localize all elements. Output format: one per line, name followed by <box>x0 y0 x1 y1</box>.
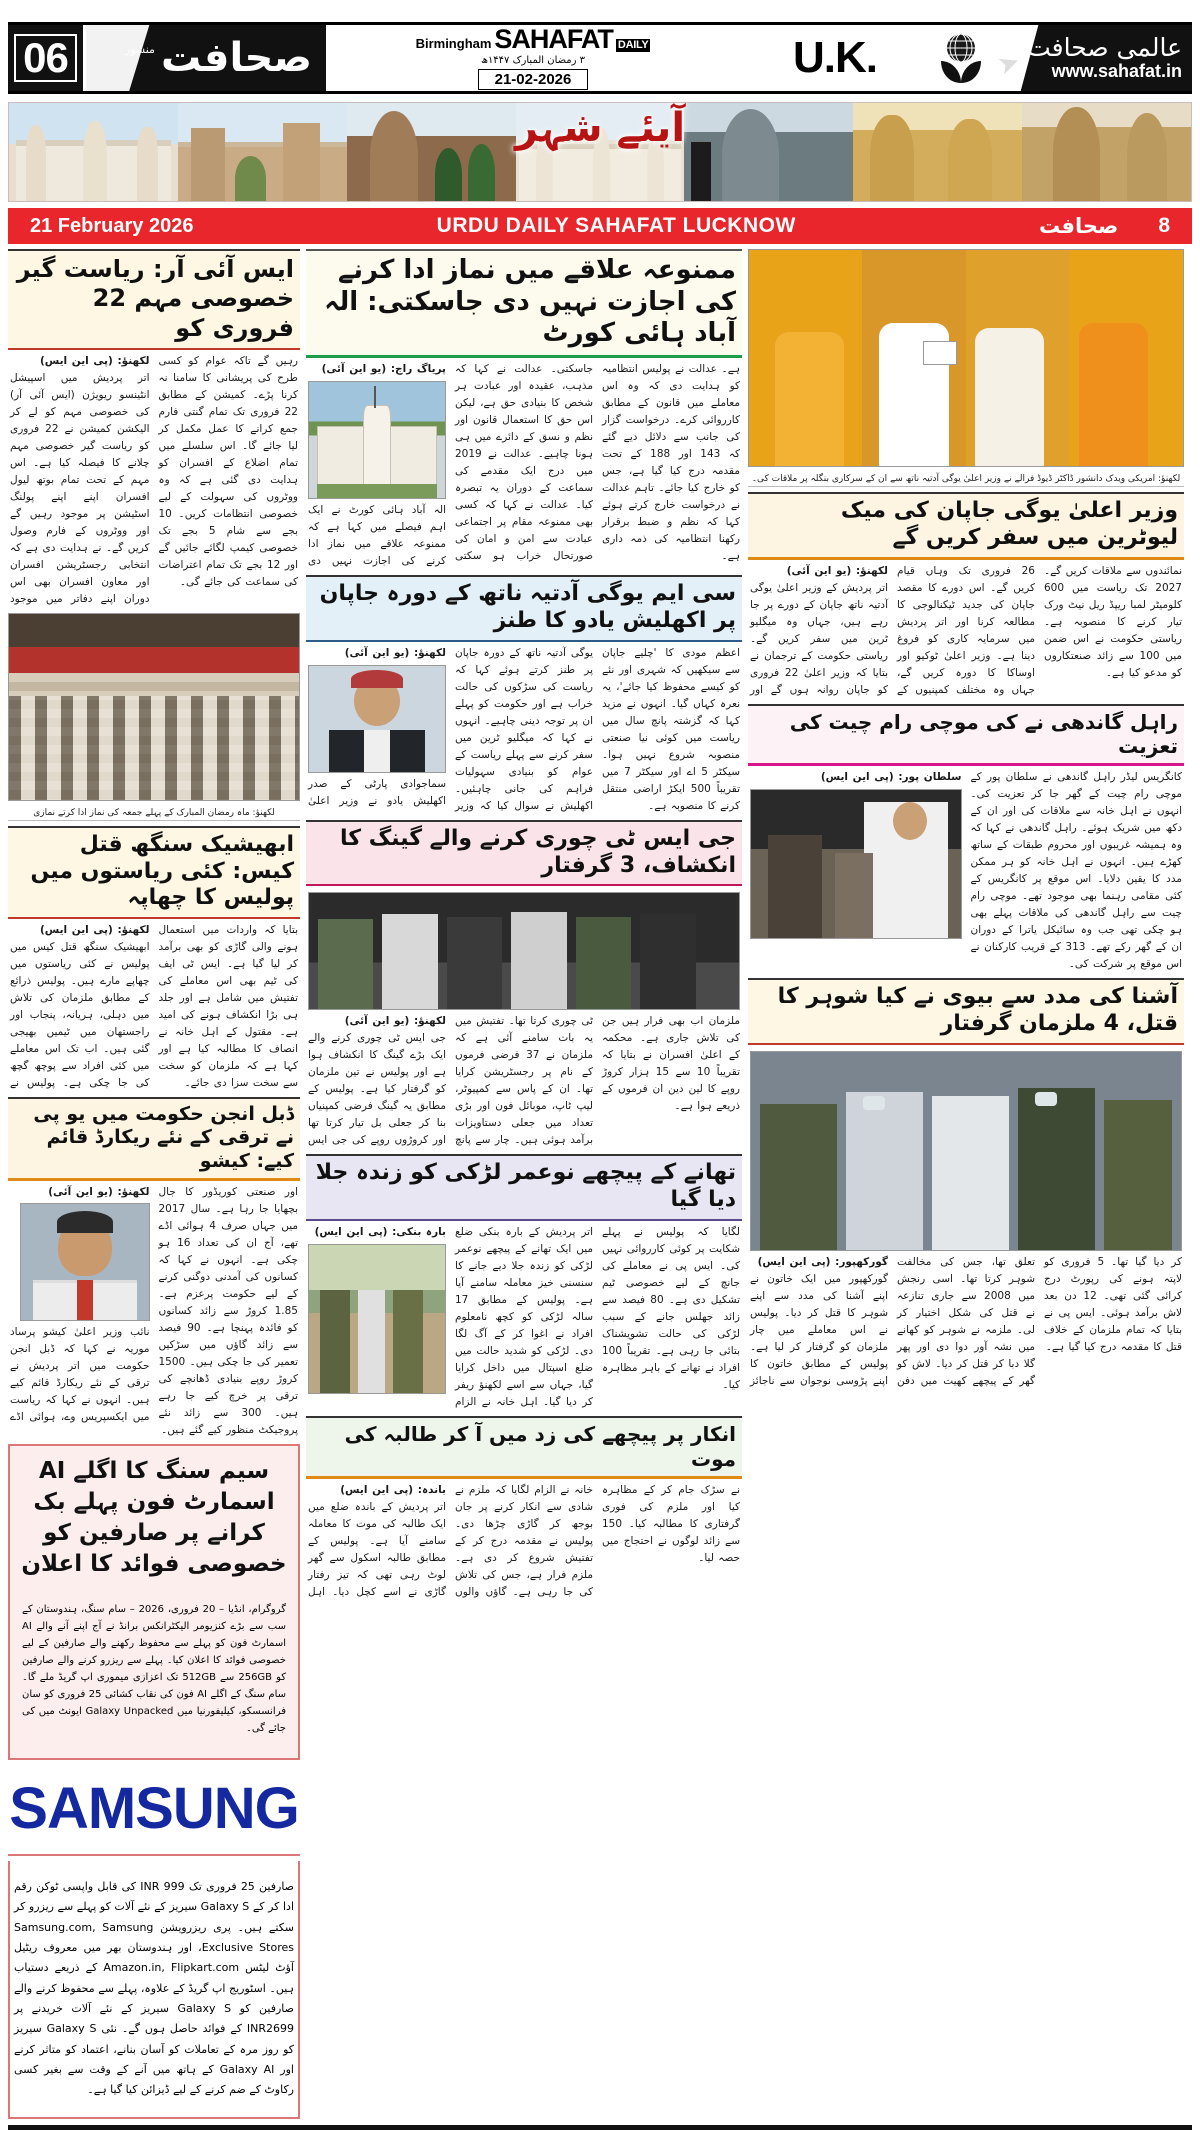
headline-sir-campaign[interactable]: ایس آئی آر: ریاست گیر خصوصی مہم 22 فروری کو <box>8 249 300 350</box>
edition-city: Birmingham <box>415 36 492 51</box>
bodytext-abhishek-singh: ابھیشیک سنگھ قتل کیس میں پولیس نے کئی ریاستوں میں چھاپے مارے ہیں۔ پولیس ذرائع کے مطابق ملزمان کی تلاش میں دہلی، ہریانہ، پنجاب اور راجستھان میں ٹیمیں بھیجی گئی ہیں۔ اب تک اس معاملے میں کئی افراد سے پوچھ گچھ کی جا چکی ہے۔ پولیس نے بتایا کہ واردات میں استعمال ہونے والی گاڑی کو بھی برآمد کر لیا گیا ہے۔ ایس ٹی ایف کی ٹیم بھی اس معاملے کی تفتیش میں شامل ہے اور جلد ہی بڑا انکشاف ہونے کی امید ہے۔ مقتول کے اہل خانہ نے انصاف کا مطالبہ کیا ہے اور کہا ہے کہ ملزمان کو سخت سے سخت سزا دی جائے۔ <box>10 924 298 1090</box>
dateline-husband-murder: گورکھپور: (پی این ایس) <box>757 1256 888 1269</box>
bodytext-yogi-japan: اتر پردیش کے وزیر اعلیٰ یوگی آدتیہ ناتھ جاپان کے دورے پر جا رہے ہیں، جہاں وہ میگلیو ٹرین میں سفر کریں گے۔ ریاستی حکومت کے ترجمان نے بتایا کہ وزیر اعلیٰ 22 فروری کو جاپان روانہ ہوں گے اور 26 فروری تک وہاں قیام کریں گے۔ اس دورے کا مقصد جاپان کی جدید ٹیکنالوجی کا مطالعہ کرنا اور اتر پردیش میں سرمایہ کاری کو فروغ دینا ہے۔ وزیر اعلیٰ ٹوکیو اور اوساکا کا دورہ کریں گے، جہاں وہ مختلف کمپنیوں کے نمائندوں سے ملاقات کریں گے۔ 2027 تک ریاست میں 600 کلومیٹر لمبا ریپڈ ریل نیٹ ورک تیار کرنے کا منصوبہ ہے۔ ریاستی حکومت نے اس ضمن میں 100 سے زائد صنعتکاروں کو مدعو کیا ہے۔ <box>750 564 1183 696</box>
bodytext-gst-theft: جی ایس ٹی چوری کرنے والے ایک بڑے گینگ کا انکشاف ہوا ہے اور پولیس نے تین ملزمان کو گرفتار کیا ہے۔ پولیس کے مطابق یہ گینگ فرضی کمپنیاں بنا کر جعلی بل تیار کرتا تھا اور کروڑوں روپے کی جی ایس ٹی چوری کرتا تھا۔ تفتیش میں یہ بات سامنے آئی ہے کہ ملزمان نے 37 فرضی فرموں کے نام پر رجسٹریشن کرایا تھا۔ ان کے پاس سے کمپیوٹر، لیپ ٹاپ، موبائل فون اور بڑی تعداد میں جعلی دستاویزات برآمد ہوئی ہیں۔ چار سے پانچ ملزمان اب بھی فرار ہیں جن کی تلاش جاری ہے۔ محکمہ کے اعلیٰ افسران نے بتایا کہ تقریباً 10 سے 15 ہزار کروڑ روپے کا لین دین ان فرموں کے ذریعے ہوا ہے۔ <box>308 1015 741 1147</box>
dateline-rahul-gandhi: سلطان پور: (پی این ایس) <box>820 771 962 784</box>
dateline-akhilesh-taunt: لکھنؤ: (یو این آئی) <box>344 646 446 659</box>
masthead-title-line <box>416 26 651 53</box>
body-sir-campaign <box>8 350 300 608</box>
dateline-gst-theft: لکھنؤ: (یو این آئی) <box>344 1015 446 1028</box>
headline-akhilesh-taunt[interactable]: سی ایم یوگی آدتیہ ناتھ کے دورہ جاپان پر اکھلیش یادو کا طنز <box>306 575 742 642</box>
photo-friday-prayers <box>8 613 300 801</box>
urdu-logo-text: صحافت <box>160 35 312 81</box>
body-girl-burnt <box>306 1221 742 1411</box>
headline-yogi-japan[interactable]: وزیر اعلیٰ یوگی جاپان کی میک لیوٹرین میں سفر کریں گے <box>748 492 1184 560</box>
issue-date: 21-02-2026 <box>478 69 589 90</box>
photo-yogi-meeting <box>748 249 1184 467</box>
advertisement-samsung[interactable] <box>8 1444 300 1760</box>
body-akhilesh-taunt <box>306 642 742 815</box>
bodytext-husband-murder: گورکھپور میں ایک خاتون نے اپنے آشنا کی مدد سے اپنے شوہر کا قتل کر دیا۔ پولیس نے اس معاملے میں چار ملزمان کو گرفتار کر لیا ہے۔ پولیس کے مطابق خاتون کا اپنے پڑوسی نوجوان سے ناجائز تعلق تھا، جس کی مخالفت شوہر کرتا تھا۔ اسی رنجش میں 2008 سے جاری تنازعہ نے قتل کی شکل اختیار کر لی۔ ملزمہ نے شوہر کو کھانے میں نشہ آور دوا دی اور پھر گلا دبا کر قتل کر دیا۔ لاش کو گھر کے پیچھے کھیت میں دفن کر دیا گیا تھا۔ 5 فروری کو لاپتہ ہونے کی رپورٹ درج کرائی گئی تھی۔ 12 دن بعد لاش برآمد ہوئی۔ ایس پی نے بتایا کہ تمام ملزمان کے خلاف قتل کا مقدمہ درج کیا گیا ہے۔ <box>750 1256 1183 1388</box>
masthead <box>8 22 1192 94</box>
datebar-date: 21 February 2026 <box>30 214 194 237</box>
article-sir-campaign <box>8 249 300 608</box>
body-rahul-gandhi <box>748 766 1184 973</box>
column-left <box>8 249 300 2119</box>
headline-gst-theft[interactable]: جی ایس ٹی چوری کرنے والے گینگ کا انکشاف، 3 گرفتار <box>306 820 742 887</box>
body-namaz-court <box>306 358 742 570</box>
caption-yogi-meeting: لکھنؤ: امریکی ویدک دانشور ڈاکٹر ڈیوڈ فرالے نے وزیر اعلیٰ یوگی آدتیہ ناتھ سے ان کے سرکاری بنگلہ پر ملاقات کی۔ <box>748 472 1184 487</box>
article-yogi-japan <box>748 492 1184 699</box>
website-url[interactable]: www.sahafat.in <box>1051 61 1182 82</box>
column-right <box>748 249 1184 2119</box>
photo-arrested-gang <box>308 892 740 1010</box>
headline-abhishek-singh[interactable]: ابھیشیک سنگھ قتل کیس: کئی ریاستوں میں پولیس کا چھاپہ <box>8 826 300 919</box>
datebar-urdu-mark: صحافت <box>1039 214 1119 238</box>
photo-arrested-suspects <box>750 1051 1182 1251</box>
body-gst-theft <box>306 886 742 1149</box>
brand-urdu-text: عالمی صحافت <box>1027 32 1182 62</box>
article-abhishek-singh <box>8 826 300 1092</box>
headline-student-death[interactable]: انکار پر پیچھے کی زد میں آ کر طالبہ کی موت <box>306 1416 742 1479</box>
headline-double-engine[interactable]: ڈبل انجن حکومت میں یو پی نے ترقی کے نئے ریکارڈ قائم کیے: کیشو <box>8 1097 300 1181</box>
swoosh-decoration <box>86 25 151 91</box>
photo-akhilesh-yadav <box>308 665 446 773</box>
body-yogi-japan <box>748 560 1184 699</box>
globe-leaf-icon <box>930 25 992 91</box>
article-double-engine <box>8 1097 300 1439</box>
body-husband-murder <box>748 1045 1184 1390</box>
page-footer-rule <box>8 2125 1192 2130</box>
photo-rahul-gandhi <box>750 789 962 939</box>
bodytext-rahul-gandhi: کانگریس لیڈر راہل گاندھی نے سلطان پور کے موچی رام چیت کے گھر جا کر تعزیت کی۔ انہوں نے اہل خانہ سے ملاقات کی اور ان کے دکھ میں شریک ہوئے۔ راہل گاندھی نے کہا کہ وہ ہمیشہ غریبوں اور محروم طبقات کے ساتھ کھڑے ہیں۔ انہوں نے اہل خانہ کو ہر ممکن مدد کا یقین دلایا۔ اس موقع پر کانگریس کے کئی مقامی رہنما بھی موجود تھے۔ موچی رام چیت سے راہل گاندھی کی ملاقات پہلے بھی ہو چکی تھی جب وہ سائیکل یاترا کے دوران ان کے گھر رکے تھے۔ 313 کے قریب کارکنان نے اس موقع پر شرکت کی۔ <box>970 771 1183 971</box>
article-rahul-gandhi <box>748 704 1184 974</box>
paper-name: SAHAFAT <box>494 24 613 54</box>
bodytext-double-engine: نائب وزیر اعلیٰ کیشو پرساد موریہ نے کہا کہ ڈبل انجن حکومت میں اتر پردیش نے ترقی کے نئے ریکارڈ قائم کیے ہیں۔ انہوں نے کہا کہ ریاست میں ایکسپریس وے، ہوائی اڈے اور صنعتی کوریڈور کا جال بچھایا جا رہا ہے۔ سال 2017 میں جہاں صرف 4 ہوائی اڈے تھے، آج ان کی تعداد 16 ہو چکی ہے۔ انہوں نے کہا کہ کسانوں کی آمدنی دوگنی کرنے کے لیے حکومت پرعزم ہے۔ 1.85 کروڑ سے زائد کسانوں کو فائدہ پہنچا ہے۔ 90 فیصد سے زائد گاؤں میں سڑکیں تعمیر کی جا چکی ہیں۔ 1500 کروڑ روپے بنیادی ڈھانچے کی ترقی پر خرچ کیے جا رہے ہیں۔ 300 سے زائد نئے پروجیکٹ منظور کیے گئے ہیں۔ <box>10 1185 298 1436</box>
hijri-date: ۳ رمضان المبارک ۱۴۴۷ھ <box>480 55 586 66</box>
headline-husband-murder[interactable]: آشنا کی مدد سے بیوی نے کیا شوہر کا قتل، 4 ملزمان گرفتار <box>748 978 1184 1045</box>
urdu-logo-subtext: منشور <box>124 43 155 56</box>
bodytext-namaz-court: الہ آباد ہائی کورٹ نے ایک اہم فیصلے میں کہا ہے کہ ممنوعہ علاقے میں نماز ادا کرنے کی اجازت نہیں دی جاسکتی۔ عدالت نے کہا کہ مذہب، عقیدہ اور عبادت ہر شخص کا بنیادی حق ہے، لیکن اس حق کا استعمال قانون اور نظم و نسق کے دائرے میں ہی ہونا چاہیے۔ عدالت نے 2019 میں درج ایک مقدمے کی سماعت کے دوران یہ تبصرہ کیا۔ عدالت نے کہا کہ کسی بھی ممنوعہ مقام پر اجتماعی عبادت سے امن و امان کی صورتحال خراب ہو سکتی ہے۔ عدالت نے پولیس انتظامیہ کو ہدایت دی کہ وہ اس معاملے میں قانون کے مطابق کارروائی کرے۔ درخواست گزار کی جانب سے دلائل دیے گئے کہ 143 اور 188 کے تحت مقدمہ درج کیا گیا ہے، جس کو خارج کیا جائے۔ تاہم عدالت نے درخواست خارج کرتے ہوئے کہا کہ نظم و ضبط برقرار رکھنا انتظامیہ کی ذمہ داری ہے۔ <box>308 363 740 568</box>
photo-keshav-maurya <box>20 1203 150 1321</box>
caption-friday-prayers: لکھنؤ: ماہ رمضان المبارک کے پہلے جمعہ کی نماز ادا کرتے نمازی <box>8 806 300 821</box>
headline-rahul-gandhi[interactable]: راہل گاندھی نے کی موچی رام چیت کی تعزیت <box>748 704 1184 767</box>
bodytext-sir-campaign: اتر پردیش میں اسپیشل انٹینسو ریویژن (ایس آئی آر) کی خصوصی مہم کو لے کر الیکشن کمیشن نے 22 فروری کو ریاست گیر خصوصی مہم چلانے کا فیصلہ کیا ہے۔ اس مہم کے تحت تمام بوتھ لیول افسران اپنے اپنے پولنگ اسٹیشن پر موجود رہیں گے اور ووٹروں کے فارم وصول کریں گے۔ نے ہدایت دی ہے کہ انتخابی رجسٹریشن افسران اور معاون افسران بھی اس دوران اپنے دفاتر میں موجود رہیں گے تاکہ عوام کو کسی طرح کی پریشانی کا سامنا نہ کرنا پڑے۔ کمیشن کے مطابق 22 فروری تک تمام گنتی فارم جمع کرانے کا عمل مکمل کر لیا جائے گا۔ اس سلسلے میں تمام اضلاع کے افسران کو ہدایت دی گئی ہے کہ وہ ووٹروں کی سہولت کے لیے خصوصی انتظامات کریں۔ 10 بجے سے شام 5 بجے تک خصوصی کیمپ لگائے جائیں گے اور 12 بجے تک تمام اعتراضات کی سماعت کی جائے گی۔ <box>10 354 298 605</box>
cursor-arrow-icon: ➤ <box>993 46 1024 81</box>
dateline-student-death: باندہ: (پی این ایس) <box>340 1483 446 1496</box>
date-bar <box>8 208 1192 244</box>
dateline-namaz-court: پریاگ راج: (یو این آئی) <box>321 363 446 376</box>
headline-girl-burnt[interactable]: تھانے کے پیچھے نوعمر لڑکی کو زندہ جلا دیا گیا <box>306 1154 742 1221</box>
photo-high-court <box>308 381 446 499</box>
masthead-center <box>326 25 740 91</box>
datebar-title: URDU DAILY SAHAFAT LUCKNOW <box>436 214 796 237</box>
samsung-logo: SAMSUNG <box>8 1765 300 1856</box>
bodytext-girl-burnt: اتر پردیش کے بارہ بنکی ضلع میں ایک تھانے کے پیچھے نوعمر لڑکی کو زندہ جلا دیے جانے کا سنسنی خیز معاملہ سامنے آیا ہے۔ پولیس کے مطابق 17 سالہ لڑکی کو کچھ نامعلوم افراد نے اغوا کر کے آگ لگا دی۔ لڑکی کو شدید حالت میں ضلع اسپتال میں داخل کرایا گیا، جہاں سے اسے لکھنؤ ریفر کر دیا گیا۔ اہل خانہ نے الزام لگایا کہ پولیس نے پہلے شکایت پر کوئی کارروائی نہیں کی۔ ایس پی نے معاملے کی جانچ کے لیے خصوصی ٹیم تشکیل دی ہے۔ 80 فیصد سے زائد جھلس جانے کے سبب لڑکی کی حالت تشویشناک بتائی جا رہی ہے۔ تقریباً 100 افراد نے تھانے کے باہر مظاہرہ کیا۔ <box>455 1226 740 1409</box>
region-label: U.K. <box>793 33 877 82</box>
ad-headline-samsung: سیم سنگ کا اگلے AI اسمارٹ فون پہلے بک کرانے پر صارفین کو خصوصی فوائد کا اعلان <box>21 1457 287 1577</box>
dateline-sir-campaign: لکھنؤ: (پی این ایس) <box>39 354 150 367</box>
dateline-yogi-japan: لکھنؤ: (یو این آئی) <box>786 564 888 577</box>
daily-label: DAILY <box>617 39 649 51</box>
body-student-death <box>306 1479 742 1601</box>
content-grid <box>8 249 1192 2119</box>
dateline-double-engine: لکھنؤ: (یو این آئی) <box>48 1185 150 1198</box>
dateline-girl-burnt: بارہ بنکی: (پی این ایس) <box>314 1226 446 1239</box>
page-number-badge <box>8 25 86 91</box>
article-student-death <box>306 1416 742 1601</box>
city-skyline-banner <box>8 102 1192 202</box>
bodytext-student-death: اتر پردیش کے باندہ ضلع میں ایک طالبہ کی موت کا معاملہ سامنے آیا ہے۔ پولیس کے مطابق طالبہ اسکول سے گھر لوٹ رہی تھی کہ تیز رفتار گاڑی نے اسے کچل دیا۔ اہل خانہ نے الزام لگایا کہ ملزم نے شادی سے انکار کرنے پر جان بوجھ کر گاڑی چڑھا دی۔ پولیس نے مقدمہ درج کر کے تفتیش شروع کر دی ہے۔ ملزم فرار ہے، جس کی تلاش کی جا رہی ہے۔ گاؤں والوں نے سڑک جام کر کے مظاہرہ کیا اور ملزم کی فوری گرفتاری کا مطالبہ کیا۔ 150 سے زائد لوگوں نے احتجاج میں حصہ لیا۔ <box>308 1483 740 1598</box>
photo-police-field <box>308 1244 446 1394</box>
ad-body-samsung: صارفین 25 فروری تک INR 999 کی قابل واپسی ٹوکن رقم ادا کر کے Galaxy S سیریز کے نئے آلات کو پہلے سے ریزرو کر سکتے ہیں۔ پری ریزرویشن Samsung.com, Samsung Exclusive Stores، اور ہندوستان بھر میں معروف ریٹیل آؤٹ لیٹس Amazon.in, Flipkart.com کے ذریعے دستیاب ہیں۔ اسٹوریج اپ گریڈ کے علاوہ، پہلے سے محفوظ کرنے والے صارفین کو Galaxy S سیریز کے نئے آلات خریدنے پر INR2699 کے فوائد حاصل ہوں گے۔ نئی Galaxy S سیریز کو روز مرہ کے تعاملات کو آسان بنانے، اعتماد کو متاثر کرنے اور Galaxy AI کے ہاتھ میں آنے کے وقت سے بغیر کسی رکاوٹ کے ضم کرنے کے لیے ڈیزائن کیا گیا ہے۔ <box>14 1879 295 2097</box>
article-akhilesh-taunt <box>306 575 742 815</box>
newspaper-page <box>0 22 1200 2097</box>
article-gst-theft <box>306 820 742 1150</box>
dateline-abhishek-singh: لکھنؤ: (پی این ایس) <box>39 924 150 937</box>
body-double-engine <box>8 1181 300 1439</box>
headline-namaz-court[interactable]: ممنوعہ علاقے میں نماز ادا کرنے کی اجازت نہیں دی جاسکتی: الہ آباد ہائی کورٹ <box>306 249 742 358</box>
datebar-page-number: 8 <box>1158 214 1170 237</box>
article-namaz-court <box>306 249 742 570</box>
article-girl-burnt <box>306 1154 742 1411</box>
page-number: 06 <box>14 34 77 82</box>
bodytext-akhilesh-taunt: سماجوادی پارٹی کے صدر اکھلیش یادو نے وزیر اعلیٰ یوگی آدتیہ ناتھ کے دورہ جاپان پر طنز کرتے ہوئے کہا کہ ریاست کی سڑکوں کی حالت خراب ہے اور حکومت کو پہلے ان پر توجہ دینی چاہیے۔ انہوں نے کہا کہ میگلیو ٹرین میں سفر کرنے سے پہلے ریاست کے عوام کو بنیادی سہولیات فراہم کی جانی چاہئیں۔ اکھلیش نے سوال کیا کہ وزیر اعظم مودی کا 'چلیے جاپان سے سیکھیں کہ شہری اور نئے کو کیسے محفوظ کیا جائے'، یہ نعرہ کہاں گیا۔ انہوں نے مزید کہا کہ گزشتہ پانچ سال میں ریاست میں کوئی نیا صنعتی منصوبہ شروع نہیں ہوا۔ سیکٹر 5 اے اور سیکٹر 7 میں تقریباً 500 ایکڑ اراضی منتقل کرنے کا منصوبہ ہے۔ <box>308 646 740 812</box>
article-husband-murder <box>748 978 1184 1390</box>
skyline-overlay-text: آیئے شہر <box>514 105 686 151</box>
ad-intro-samsung: گروگرام، انڈیا – 20 فروری، 2026 – سام سنگ، ہندوستان کے سب سے بڑے کنزیومر الیکٹرانکس برانڈ نے آج اپنے آنے والے AI اسمارٹ فون کو پہلے سے محفوظ رکھنے والے صارفین کے لیے خصوصی فوائد کا اعلان کیا۔ پہلے سے ریزرو کرنے والے صارفین کو 256GB سے 512GB تک اعزازی میموری اپ گریڈ ملے گا۔ سام سنگ کے اگلے AI فون کی نقاب کشائی 25 فروری کو سان فرانسسکو، کیلیفورنیا میں Galaxy Unpacked ایونٹ میں کی جائے گی۔ <box>22 1603 287 1734</box>
urdu-logo <box>86 25 326 91</box>
brand-web-block <box>992 25 1192 91</box>
column-center <box>306 249 742 2119</box>
body-abhishek-singh <box>8 919 300 1092</box>
